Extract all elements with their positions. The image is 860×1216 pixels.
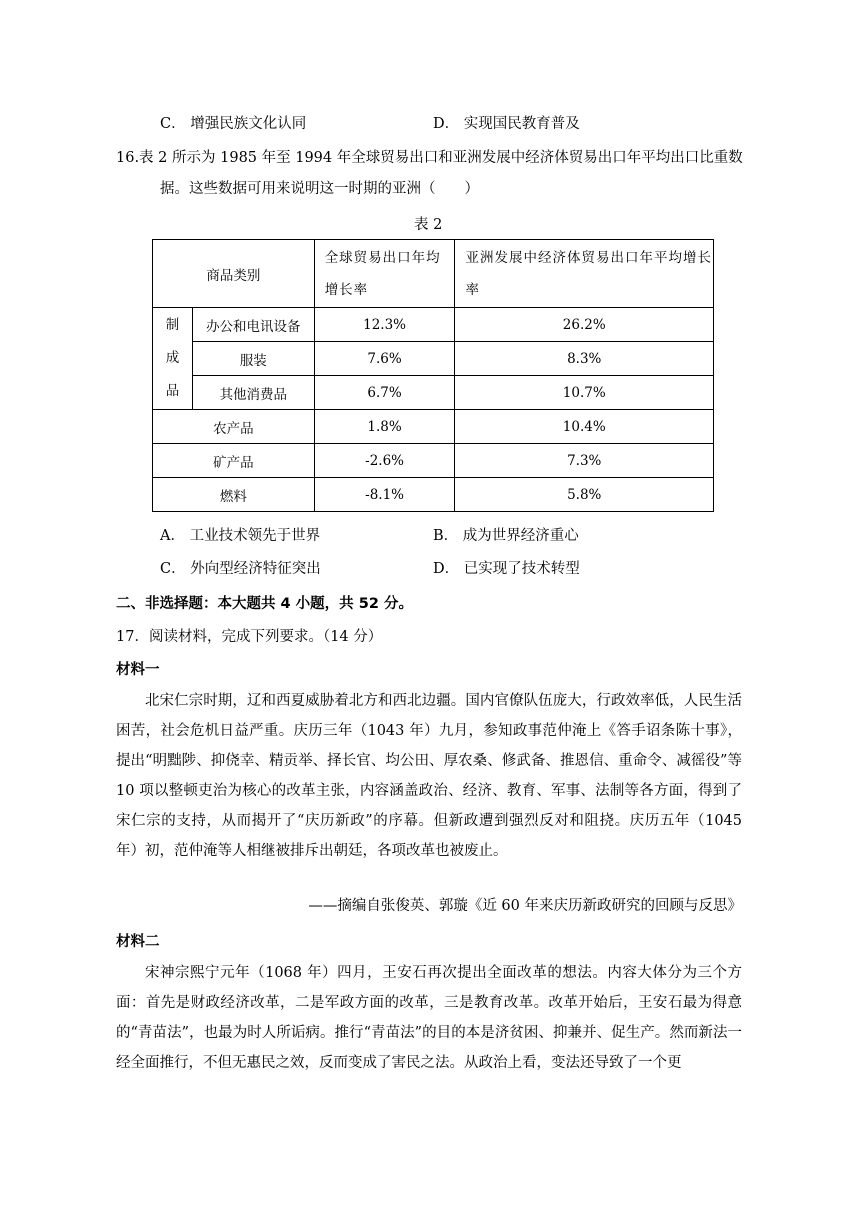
q16-option-c: C． 外向型经济特征突出 — [160, 561, 321, 577]
material1-title: 材料一 — [116, 662, 160, 678]
material2-title: 材料二 — [116, 934, 160, 950]
q16-stem-line1: 16.表 2 所示为 1985 年至 1994 年全球贸易出口和亚洲发展中经济体贸易出口年平均出口比重数 — [116, 150, 743, 166]
row-asia: 5.8% — [455, 478, 714, 512]
header-category: 商品类别 — [153, 240, 315, 308]
material1-text: 北宋仁宗时期，辽和西夏威胁着北方和西北边疆。国内官僚队伍庞大，行政效率低，人民生活困苦，社会危机日益严重。庆历三年（1043 年）九月，参知政事范仲淹上《答手诏条陈十事》，提出“明黜陟、抑侥幸、精贡举、择长官、均公田、厚农桑、修武备、推恩信、重命令、减徭役”等 10 项以整顿吏治为核心的改革主张，内容涵盖政治、经济、教育、军事、法制等各方面，得到了宋仁宗的支持，从而揭开了“庆历新政”的序幕。但新政遭到强烈反对和阻挠。庆历五年（1045 年）初，范仲淹等人相继被排斥出朝廷，各项改革也被废止。 — [116, 693, 742, 859]
q16-option-b: B． 成为世界经济重心 — [433, 528, 579, 544]
table-row — [153, 478, 714, 512]
group-label-char: 成 — [165, 350, 180, 366]
table-row — [153, 308, 714, 342]
group-label-char: 制 — [165, 317, 180, 333]
export-growth-table — [152, 239, 714, 512]
row-category: 矿产品 — [153, 444, 315, 478]
table-row — [153, 376, 714, 410]
row-asia: 7.3% — [455, 444, 714, 478]
q15-option-d: D． 实现国民教育普及 — [433, 116, 580, 132]
row-global: 12.3% — [314, 308, 455, 342]
row-category: 农产品 — [153, 410, 315, 444]
row-category: 其他消费品 — [192, 376, 314, 410]
table-header-row — [153, 240, 714, 308]
section-title: 二、非选择题：本大题共 4 小题，共 52 分。 — [116, 596, 413, 612]
group-label-char: 品 — [165, 383, 180, 399]
table-row — [153, 410, 714, 444]
row-global: 1.8% — [314, 410, 455, 444]
row-asia: 26.2% — [455, 308, 714, 342]
q16-option-d: D． 已实现了技术转型 — [433, 561, 580, 577]
material1-source: ——摘编自张俊英、郭璇《近 60 年来庆历新政研究的回顾与反思》 — [308, 898, 742, 914]
row-global: 6.7% — [314, 376, 455, 410]
q16-option-a: A． 工业技术领先于世界 — [160, 528, 321, 544]
row-asia: 10.4% — [455, 410, 714, 444]
row-category: 办公和电讯设备 — [192, 308, 314, 342]
q15-option-c: C． 增强民族文化认同 — [160, 116, 307, 132]
row-category: 服装 — [192, 342, 314, 376]
row-global: -8.1% — [314, 478, 455, 512]
table-row — [153, 444, 714, 478]
q17-stem: 17．阅读材料，完成下列要求。（14 分） — [116, 629, 383, 645]
row-category: 燃料 — [153, 478, 315, 512]
row-global: 7.6% — [314, 342, 455, 376]
group-label-manufactured — [153, 308, 193, 410]
q16-stem-line2: 据。这些数据可用来说明这一时期的亚洲（ ） — [160, 181, 479, 197]
header-asia: 亚洲发展中经济体贸易出口年平均增长率 — [455, 240, 714, 308]
header-global: 全球贸易出口年均增长率 — [314, 240, 455, 308]
row-asia: 10.7% — [455, 376, 714, 410]
table-row — [153, 342, 714, 376]
material2-text: 宋神宗熙宁元年（1068 年）四月，王安石再次提出全面改革的想法。内容大体分为三个方面：首先是财政经济改革，二是军政方面的改革，三是教育改革。改革开始后，王安石最为得意的“青苗法”，也最为时人所诟病。推行“青苗法”的目的本是济贫困、抑兼并、促生产。然而新法一经全面推行，不但无惠民之效，反而变成了害民之法。从政治上看，变法还导致了一个更 — [116, 965, 742, 1071]
row-asia: 8.3% — [455, 342, 714, 376]
row-global: -2.6% — [314, 444, 455, 478]
table-caption: 表 2 — [414, 217, 443, 233]
